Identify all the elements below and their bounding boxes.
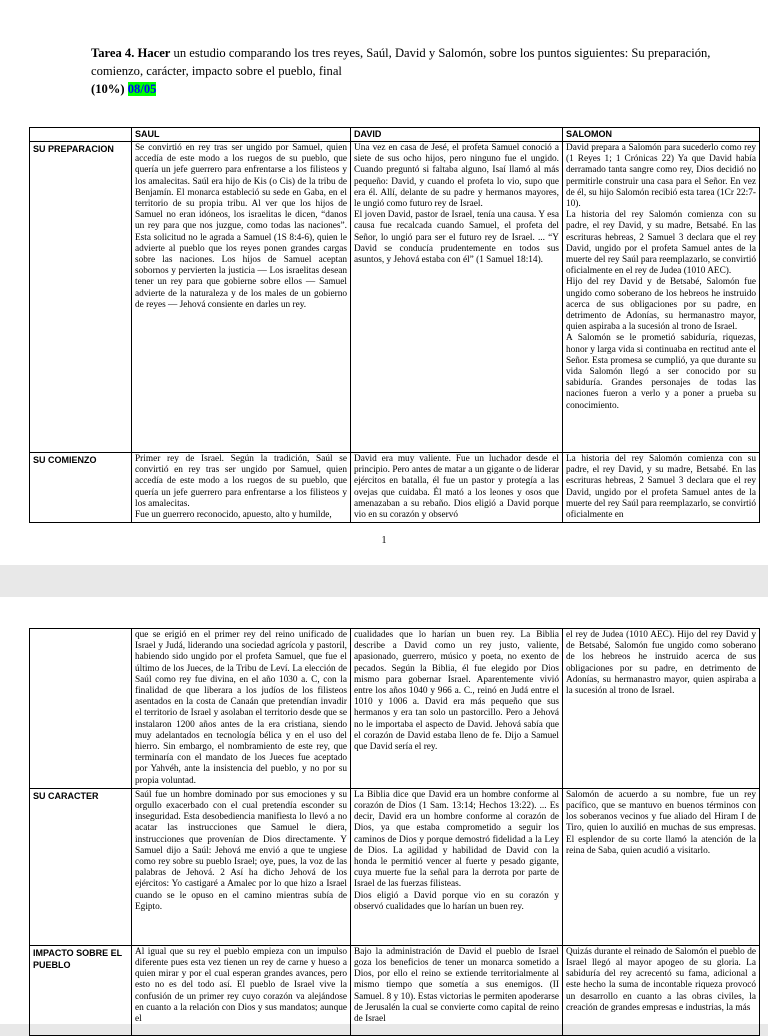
heading-date: 08/05 <box>127 82 157 96</box>
page-number: 1 <box>381 535 387 546</box>
saul-preparacion-text: Se convirtió en rey tras ser ungido por Samuel, quien accedía de este modo a los ruegos de su pueblo, que quería un jefe guerrero para enfrentarse a los filisteos y los amalecitas. Saúl era hijo de Kis (o Cis) de la tribu de Benjamín. El monarca estableció su sede en Gaba, en el territorio de su propia tribu. Al ver que los hijos de Samuel no eran idóneos, los israelitas le dicen, “danos un rey para que nos juzgue, como todas las naciones”. Esta solicitud no le agrada a Samuel (1S 8:4-6), quien le advierte al pueblo que los reyes ponen grandes cargas sobre las naciones. Los hijos de Samuel aceptan sobornos y pervierten la justicia — Los israelitas desean tener un rey para que gobierne sobre ellos — Samuel advierte de la naturaleza y de los males de un gobierno de reyes — Jehová consiente en darles un rey. <box>135 143 347 310</box>
heading-text: un estudio comparando los tres reyes, Saúl, David y Salomón, sobre los puntos siguientes: Su preparación, comienzo, carácter, impacto sobre el pueblo, final <box>91 46 711 78</box>
assignment-heading <box>91 44 711 98</box>
david-comienzo-p1: David era muy valiente. Fue un luchador desde el principio. Pero antes de matar a un gigante o de liderar ejércitos en batalla, él fue un pastor y protegía a las ovejas que cuidaba. Él mató a los leones y osos que amenazaban a su rebaño. Dios eligió a David porque vio en su corazón y observó <box>354 454 559 521</box>
david-preparacion-p2: El joven David, pastor de Israel, tenía una causa. Y esa causa fue recalcada cuando Samuel, el profeta del Señor, lo ungió para ser el futuro rey de Israel. ... “Y David se conducía prudentemente en todos sus asuntos, y Jehová estaba con él” (1 Samuel 18:14). <box>354 210 559 266</box>
header-david: DAVID <box>351 128 563 142</box>
cell-saul-comienzo-cont <box>132 629 351 789</box>
saul-comienzo-p1: Primer rey de Israel. Según la tradición, Saúl se convirtió en rey tras ser ungido por Samuel, quien accedía de este modo a los ruegos de su pueblo, que quería un jefe guerrero para enfrentarse a los filisteos y los amalecitas. <box>135 454 347 509</box>
cell-salomon-preparacion <box>563 142 760 453</box>
cell-saul-comienzo <box>132 453 351 523</box>
row-label-comienzo: SU COMIENZO <box>30 453 132 523</box>
row-label-preparacion: SU PREPARACION <box>30 142 132 453</box>
comparison-table-part-1 <box>29 127 760 523</box>
salomon-preparacion-p4: A Salomón se le prometió sabiduría, riquezas, honor y larga vida si continuaba en rectitud ante el Señor. Esta promesa se cumplió, ya que durante su vida Salomón llegó a ser conocido por su sabiduría. Grandes personajes de todas las naciones fueron a verlo y a poner a prueba su conocimiento. <box>566 333 756 411</box>
david-comienzo-p2: cualidades que lo harían un buen rey. La Biblia describe a David como un rey justo, valiente, apasionado, guerrero, músico y poeta, no exento de pecados. Según la Biblia, él fue elegido por Dios mismo para gobernar Israel. Aparentemente vivió entre los años 1040 y 966 a. C., reinó en Judá entre el 1010 y 1006 a. David era más pequeño que sus hermanos y era tan solo un pastorcillo. Pero a Jehová no le importaba el aspecto de David. Jehová sabía que el corazón de David estaba lleno de fe. Dijo a Samuel que David sería el rey. <box>354 630 559 753</box>
cell-david-preparacion <box>351 142 563 453</box>
saul-comienzo-p2: que se erigió en el primer rey del reino unificado de Israel y Judá, liderando una sociedad agrícola y pastoril, habiendo sido ungido por el profeta Samuel, que fue el último de los Jueces, de la Tribu de Leví. La elección de Saúl como rey fue divina, en el año 1030 a. C, con la finalidad de que liberara a los judíos de los filisteos asentados en la costa de Canaán que pretendían invadir el territorio de Israel y asolaban el territorio desde que se instalaron 1200 años antes de la era cristiana, siendo muy adelantados en tecnología bélica y en el uso del hierro. Sin embargo, el nombramiento de este rey, que terminaría con el mandato de los Jueces fue aceptado por Yahvéh, ante la insistencia del pueblo, y no por su propia voluntad. <box>135 630 347 786</box>
salomon-preparacion-p3: Hijo del rey David y de Betsabé, Salomón fue ungido como soberano de los hebreos he instruido acerca de sus obligaciones por su padre, en detrimento de Adonías, su hermanastro mayor, quien aspiraba a la sucesión al trono de Israel. <box>566 277 756 333</box>
salomon-caracter-text: Salomón de acuerdo a su nombre, fue un rey pacífico, que se mantuvo en buenos términos con los soberanos vecinos y fue aliado del Hiram I de Tiro, quien lo auxilió en muchas de sus empresas. El esplendor de su corte llamó la atención de la reina de Saba, quien acudió a visitarlo. <box>566 789 756 856</box>
document-page-2 <box>0 597 768 1024</box>
cell-david-comienzo-cont <box>351 629 563 789</box>
saul-impacto-text: Al igual que su rey el pueblo empieza con un impulso diferente pues esta vez tienen un rey de carne y hueso a quien mirar y por el cual esperan grandes avances, pero esto no es del todo así. El pueblo de Israel vive la confusión de un primer rey cuyo corazón va alejándose en cuanto a la relación con Dios y sus mandatos; aunque el <box>135 946 347 1025</box>
heading-bold: Tarea 4. Hacer <box>91 46 171 60</box>
salomon-comienzo-p2: el rey de Judea (1010 AEC). Hijo del rey David y de Betsabé, Salomón fue ungido como soberano de los hebreos he instruido acerca de sus obligaciones por su padre, en detrimento de Adonías, su hermanastro mayor, quien aspiraba a la sucesión al trono de Israel. <box>566 630 756 697</box>
header-saul: SAUL <box>132 128 351 142</box>
salomon-preparacion-p2: La historia del rey Salomón comienza con su padre, el rey David, y su madre, Betsabé. En las escrituras hebreas, 2 Samuel 3 declara que el rey David, ungido por el profeta Samuel antes de la muerte del rey Saúl para reemplazarlo, se convirtió oficialmente en el rey de Judea (1010 AEC). <box>566 210 756 277</box>
header-salomon: SALOMON <box>563 128 760 142</box>
david-preparacion-p1: Una vez en casa de Jesé, el profeta Samuel conoció a siete de sus ocho hijos, pero ninguno fue el ungido. Cuando preguntó si faltaba alguno, Isaí llamó al más pequeño: David, y cuando el profeta lo vio, supo que era él. Allí, delante de su padre y hermanos mayores, le ungió como futuro rey de Israel. <box>354 143 559 210</box>
cell-salomon-comienzo-cont <box>563 629 760 789</box>
salomon-impacto-text: Quizás durante el reinado de Salomón el pueblo de Israel llegó al mayor apogeo de su gloria. La sabiduría del rey acrecentó su fama, adicional a este hecho la suma de incontable riqueza provocó un desarrollo en cuanto a las obras civiles, la creación de grandes empresas e industrias, la más <box>566 946 756 1013</box>
comparison-table-part-2 <box>29 628 760 1036</box>
david-caracter-p1: La Biblia dice que David era un hombre conforme al corazón de Dios (1 Sam. 13:14; Hechos 13:22). ... Es decir, David era un hombre conforme al corazón de Dios, ya que estaba comprometido a seguir los caminos de Dios y porque demostró fidelidad a la Ley de Dios. La agilidad y habilidad de David con la honda le permitió vencer al fuerte y pesado gigante, cuya muerte fue la señal para la derrota por parte de Israel de las fuerzas filisteas. <box>354 789 559 890</box>
cell-saul-preparacion <box>132 142 351 453</box>
cell-david-caracter <box>351 788 563 945</box>
row-label-comienzo-cont <box>30 629 132 789</box>
page-gap <box>0 565 768 597</box>
cell-saul-impacto <box>132 945 351 1035</box>
cell-salomon-comienzo <box>563 453 760 523</box>
header-empty <box>30 128 132 142</box>
david-impacto-text: Bajo la administración de David el pueblo de Israel goza los beneficios de tener un monarca sometido a Dios, por ello el reino se extiende territorialmente al mismo tiempo que sometía a sus enemigos. (II Samuel. 8 y 10). Estas victorias le permiten apoderarse de Jerusalén la cual se convierte como capital de reino de Israel <box>354 946 559 1025</box>
row-label-caracter: SU CARACTER <box>30 788 132 945</box>
david-caracter-p2: Dios eligió a David porque vio en su corazón y observó cualidades que lo harían un buen rey. <box>354 890 559 912</box>
cell-salomon-impacto <box>563 945 760 1035</box>
cell-saul-caracter <box>132 788 351 945</box>
saul-caracter-text: Saúl fue un hombre dominado por sus emociones y su orgullo exacerbado con el cual pretendía esconder su inseguridad. Esta desobediencia manifiesta lo llevó a no acatar las instrucciones que Samuel le diera, instrucciones que provenían de Dios directamente. Y Samuel dijo a Saúl: Jehová me envió a que te ungiese como rey sobre su pueblo Israel; oye, pues, la voz de las palabras de Jehová. 2 Así ha dicho Jehová de los ejércitos: Yo castigaré a Amalec por lo que hizo a Israel cuando se le opuso en el camino mientras subía de Egipto. <box>135 789 347 912</box>
salomon-preparacion-p1: David prepara a Salomón para sucederlo como rey (1 Reyes 1; 1 Crónicas 22) Ya que David había derramado tanta sangre como rey, Dios decidió no permitirle construir una casa para el Señor. En vez de él, su hijo Salomón recibió esta tarea (1Cr 22:7-10). <box>566 143 756 210</box>
salomon-comienzo-p1: La historia del rey Salomón comienza con su padre, el rey David, y su madre, Betsabé. En las escrituras hebreas, 2 Samuel 3 declara que el rey David, ungido por el profeta Samuel antes de la muerte del rey Saúl para reemplazarlo, se convirtió oficialmente en <box>566 454 756 521</box>
saul-comienzo-p1b: Fue un guerrero reconocido, apuesto, alto y humilde, <box>135 510 332 521</box>
cell-david-comienzo <box>351 453 563 523</box>
row-label-impacto: IMPACTO SOBRE EL PUEBLO <box>30 945 132 1035</box>
heading-percent: (10%) <box>91 82 125 96</box>
cell-salomon-caracter <box>563 788 760 945</box>
cell-david-impacto <box>351 945 563 1035</box>
